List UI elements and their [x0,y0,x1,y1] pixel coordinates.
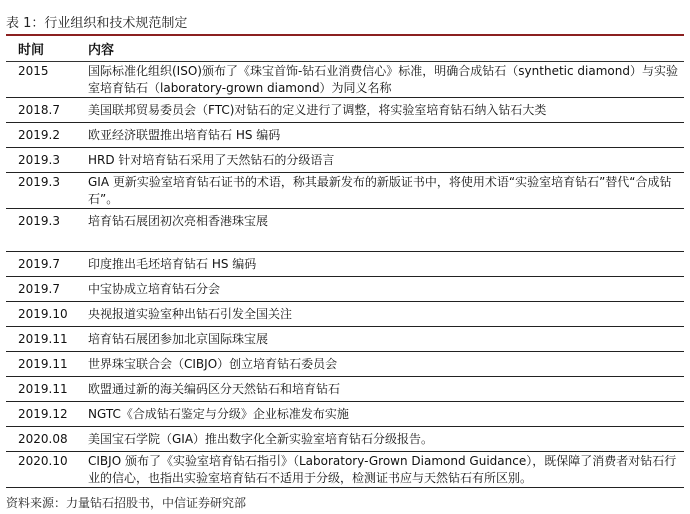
row-content: 培育钻石展团参加北京国际珠宝展 [88,331,269,346]
row-year: 2019.12 [18,406,68,421]
table-row [6,302,684,327]
table-row [6,452,684,488]
table-row [6,277,684,302]
table-row [6,148,684,173]
row-year: 2020.10 [18,454,68,468]
table-row [6,377,684,402]
table-row [6,123,684,148]
table-row [6,402,684,427]
table-row [6,173,684,209]
row-content: HRD 针对培育钻石采用了天然钻石的分级语言 [88,152,335,167]
table-row [6,352,684,377]
row-content: 中宝协成立培育钻石分会 [88,281,221,296]
table-row [6,98,684,123]
standards-table [6,34,684,488]
table-row [6,209,684,233]
row-year: 2020.08 [18,431,68,446]
row-year: 2019.11 [18,356,68,371]
row-year: 2019.3 [18,213,60,228]
table-spacer [6,233,684,252]
row-content: 美国宝石学院（GIA）推出数字化全新实验室培育钻石分级报告。 [88,431,434,446]
row-year: 2019.10 [18,306,68,321]
table-row [6,62,684,98]
header-year: 时间 [18,43,45,58]
row-content: 美国联邦贸易委员会（FTC)对钻石的定义进行了调整，将实验室培育钻石纳入钻石大类 [88,102,547,117]
row-year: 2019.2 [18,127,60,142]
row-content: 央视报道实验室种出钻石引发全国关注 [88,306,293,321]
row-content: GIA 更新实验室培育钻石证书的术语，称其最新发布的新版证书中，将使用术语“实验室培育钻石”替代“合成钻石”。 [88,175,672,206]
row-year: 2019.3 [18,175,60,189]
row-content: CIBJO 颁布了《实验室培育钻石指引》（Laboratory-Grown Diamond Guidance），既保障了消费者对钻石行业的信心，也指出实验室培育钻石不适用于分级，检测证书应与天然钻石有所区别。 [88,454,677,485]
row-content: NGTC《合成钻石鉴定与分级》企业标准发布实施 [88,406,349,421]
header-content: 内容 [88,43,115,58]
row-content: 国际标准化组织(ISO)颁布了《珠宝首饰-钻石业消费信心》标准，明确合成钻石（synthetic diamond）与实验室培育钻石（laboratory-grown diamond）为同义名称 [88,64,678,95]
row-content: 欧盟通过新的海关编码区分天然钻石和培育钻石 [88,381,341,396]
row-content: 欧亚经济联盟推出培育钻石 HS 编码 [88,127,281,142]
row-year: 2015 [18,64,49,78]
table-row [6,252,684,277]
table-row [6,327,684,352]
table-header-row [6,36,684,62]
row-year: 2018.7 [18,102,60,117]
row-content: 世界珠宝联合会（CIBJO）创立培育钻石委员会 [88,356,338,371]
row-content: 印度推出毛坯培育钻石 HS 编码 [88,256,257,271]
table-caption: 表 1：行业组织和技术规范制定 [6,16,188,31]
row-content: 培育钻石展团初次亮相香港珠宝展 [88,213,269,228]
table-row [6,427,684,452]
row-year: 2019.7 [18,281,60,296]
row-year: 2019.11 [18,331,68,346]
row-year: 2019.7 [18,256,60,271]
row-year: 2019.11 [18,381,68,396]
row-year: 2019.3 [18,152,60,167]
source-note: 资料来源：力量钻石招股书，中信证券研究部 [6,496,247,510]
